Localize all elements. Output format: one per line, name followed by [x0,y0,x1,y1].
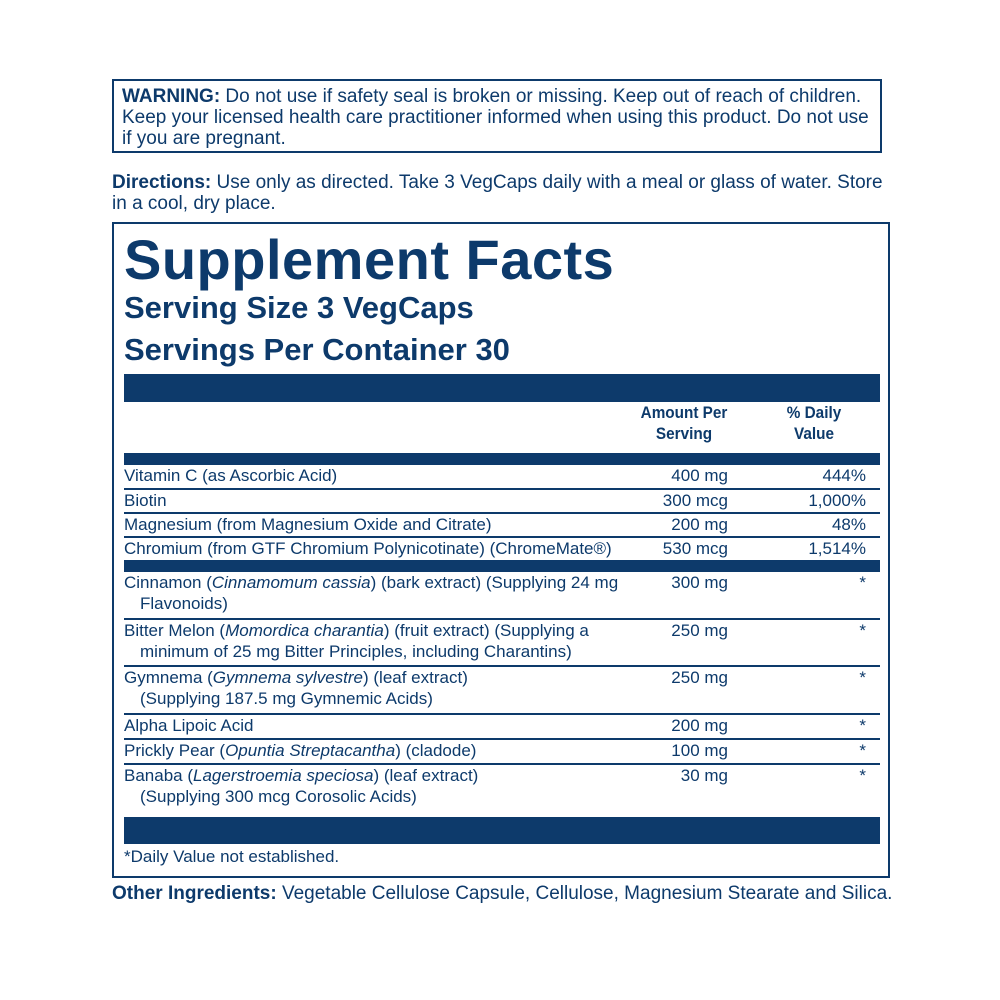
servings-per-container: Servings Per Container 30 [124,332,510,367]
other-ingredients-label: Other Ingredients: [112,883,277,904]
daily-value: 48% [831,515,866,534]
name-line2: minimum of 25 mg Bitter Principles, including Charantins) [140,642,572,661]
table-row [124,620,880,667]
directions-text: Use only as directed. Take 3 VegCaps daily with a meal or glass of water. Store in a cool, dry place. [112,172,883,214]
name-line2: (Supplying 300 mcg Corosolic Acids) [140,787,417,806]
ingredient-name: Alpha Lipoic Acid [124,716,254,735]
name-text: ) (leaf extract) [373,766,479,785]
botanical-name: Cinnamomum cassia [211,573,371,592]
daily-value: 444% [822,466,866,485]
amount-per-serving: 100 mg [671,741,728,760]
ingredient-name [124,572,624,614]
name-text: ) (fruit extract) (Supplying a [383,621,589,640]
daily-value: * [859,573,866,592]
daily-value: * [859,741,866,760]
amount-per-serving: 30 mg [680,766,728,785]
amount-per-serving: 300 mcg [662,491,728,510]
table-row [124,538,880,560]
ingredient-name [124,667,624,709]
daily-value: 1,000% [808,491,866,510]
amount-per-serving: 250 mg [671,668,728,687]
table-row [124,465,880,490]
amount-per-serving: 200 mg [671,716,728,735]
column-header-amount-line1: Amount Per [640,403,728,422]
table-row [124,514,880,538]
nutrient-name: Magnesium (from Magnesium Oxide and Citrate) [124,515,492,534]
column-header-dv-line2: Value [794,424,834,443]
table-row [124,667,880,715]
footnote: *Daily Value not established. [124,847,340,866]
warning-text: Do not use if safety seal is broken or missing. Keep out of reach of children. Keep your licensed health care practitioner informed when using this product. Do not use if you are pregnant. [122,86,869,149]
daily-value: 1,514% [808,539,866,558]
botanical-name: Lagerstroemia speciosa [193,766,374,785]
amount-per-serving: 200 mg [671,515,728,534]
table-row [124,765,880,817]
amount-per-serving: 250 mg [671,621,728,640]
header-bar [124,374,880,402]
botanical-name: Opuntia Streptacantha [225,741,396,760]
botanical-name: Momordica charantia [225,621,384,640]
column-header-daily-value [769,402,859,444]
name-text: ) (cladode) [395,741,477,760]
column-divider-bar [124,453,880,465]
name-text: Cinnamon ( [124,573,212,592]
serving-size: Serving Size 3 VegCaps [124,290,474,325]
other-ingredients [112,883,902,904]
name-line2: (Supplying 187.5 mg Gymnemic Acids) [140,689,433,708]
warning-box [112,79,882,153]
amount-per-serving: 400 mg [671,466,728,485]
name-text: Banaba ( [124,766,193,785]
section-divider-bar [124,560,880,572]
facts-title: Supplement Facts [124,228,615,291]
directions [112,172,902,214]
daily-value: * [859,766,866,785]
name-text: Gymnema ( [124,668,213,687]
nutrient-name: Chromium (from GTF Chromium Polynicotinate) (ChromeMate®) [124,539,612,558]
name-text: ) (bark extract) (Supplying 24 mg [370,573,619,592]
table-row [124,572,880,620]
table-row [124,740,880,765]
warning-label: WARNING: [122,86,221,107]
daily-value: * [859,668,866,687]
footer-bar [124,817,880,844]
column-header-amount-line2: Serving [655,424,713,443]
botanical-name: Gymnema sylvestre [212,668,363,687]
column-header-dv-line1: % Daily [786,403,842,422]
ingredient-name [124,620,624,662]
directions-label: Directions: [112,172,212,193]
daily-value: * [859,621,866,640]
other-ingredients-text: Vegetable Cellulose Capsule, Cellulose, Magnesium Stearate and Silica. [276,883,893,904]
amount-per-serving: 530 mcg [662,539,728,558]
name-text: Bitter Melon ( [124,621,226,640]
supplement-facts-panel [112,222,890,878]
table-row [124,490,880,514]
ingredient-name [124,765,624,807]
name-text: Prickly Pear ( [124,741,226,760]
column-header-amount [630,402,738,444]
name-line2: Flavonoids) [140,594,228,613]
nutrient-name: Vitamin C (as Ascorbic Acid) [124,466,338,485]
amount-per-serving: 300 mg [671,573,728,592]
name-text: ) (leaf extract) [363,668,468,687]
daily-value: * [859,716,866,735]
nutrient-name: Biotin [124,491,167,510]
ingredient-name [124,740,624,761]
table-row [124,715,880,740]
